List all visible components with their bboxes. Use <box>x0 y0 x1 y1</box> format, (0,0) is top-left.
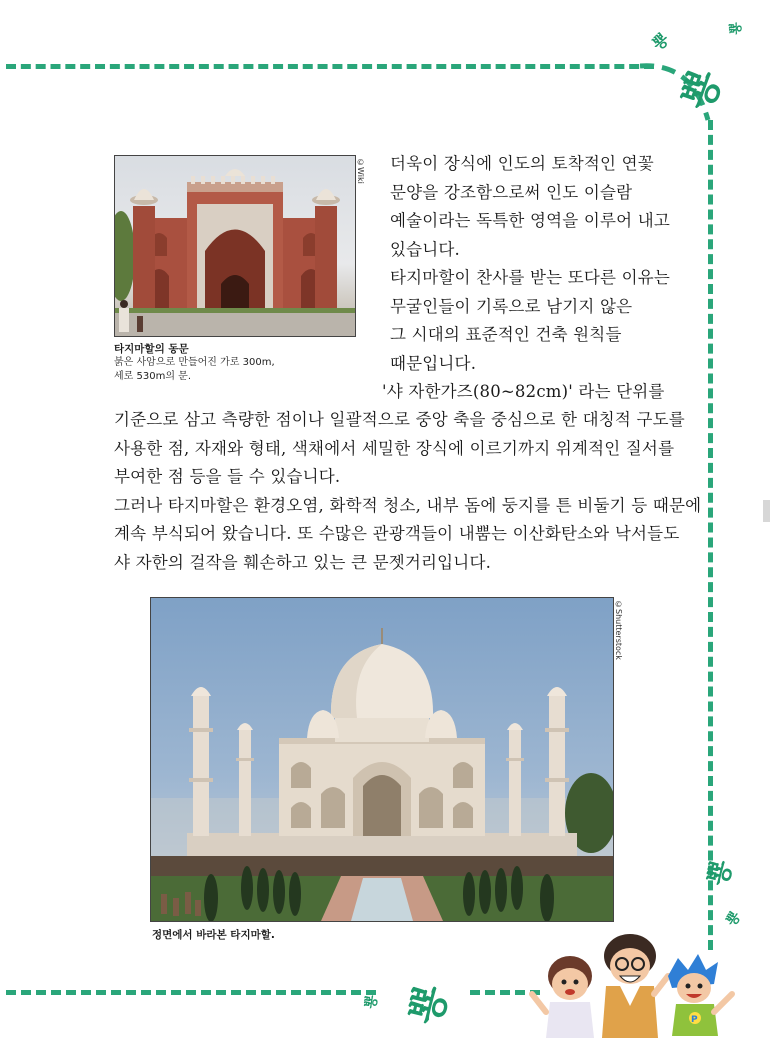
text-line: 부여한 점 등을 들 수 있습니다. <box>114 467 341 486</box>
text-line: 사용한 점, 자재와 형태, 색채에서 세밀한 장식에 이르기까지 위계적인 질서를 <box>114 438 675 458</box>
text-line: 더욱이 장식에 인도의 토착적인 연꽃 <box>390 154 654 173</box>
right-dashed-border <box>708 120 713 950</box>
top-dashed-border <box>6 64 654 69</box>
text-line: 계속 부식되어 왔습니다. 또 수많은 관광객들이 내뿜는 이산화탄소와 낙서들도 <box>114 524 680 543</box>
text-line: 예술이라는 독특한 영역을 이루어 내고 <box>390 211 671 230</box>
photo2-caption: 정면에서 바라본 타지마할. <box>152 929 275 941</box>
photo1-caption-line-2: 세로 530m의 문. <box>114 371 192 382</box>
decor-bottom-big: 뿅 <box>402 980 457 1030</box>
photo1-caption-line-1: 붉은 사암으로 만들어진 가로 300m, <box>114 357 275 368</box>
taj-mahal-photo <box>150 597 614 922</box>
cartoon-characters <box>528 928 738 1040</box>
bottom-dashed-border <box>6 990 376 995</box>
decor-top-small: 뿅 <box>648 29 673 54</box>
photo1-credit: ©Wiki <box>356 158 365 184</box>
photo2-credit: ©Shutterstock <box>614 600 623 660</box>
text-line: 때문입니다. <box>390 353 477 373</box>
photo1-caption-title: 타지마할의 동문 <box>114 343 189 355</box>
text-line: 있습니다. <box>390 239 461 259</box>
p-letter-badge: P <box>691 1015 698 1025</box>
text-line: 그 시대의 표준적인 건축 원칙들 <box>390 325 622 344</box>
decor-right-small: 뿅 <box>723 908 745 930</box>
decor-bottom-small: 뿅 <box>362 993 381 1011</box>
page-edge-mark <box>763 500 770 522</box>
decor-top-right-small: 뿅 <box>728 22 744 35</box>
decor-top-right-big: 뿅 <box>674 63 731 117</box>
text-line: 무굴인들이 기록으로 남기지 않은 <box>390 296 633 316</box>
text-line: 그러나 타지마할은 환경오염, 화학적 청소, 내부 돔에 둥지를 튼 비둘기 등 때문에 <box>114 495 702 515</box>
text-line: 타지마할이 찬사를 받는 또다른 이유는 <box>390 268 671 287</box>
text-line: 기준으로 삼고 측량한 점이나 일괄적으로 중앙 축을 중심으로 한 대칭적 구도를 <box>114 410 685 429</box>
text-line: 샤 자한의 걸작을 훼손하고 있는 큰 문젯거리입니다. <box>114 552 492 572</box>
text-full-width <box>114 406 701 577</box>
east-gate-photo <box>114 155 356 337</box>
text-line: 문양을 강조함으로써 인도 이슬람 <box>390 182 633 202</box>
text-line: '샤 자한가즈(80~82cm)' 라는 단위를 <box>382 382 665 401</box>
decor-right-mid: 뿅 <box>702 856 739 890</box>
text-beside-photo <box>382 150 671 407</box>
